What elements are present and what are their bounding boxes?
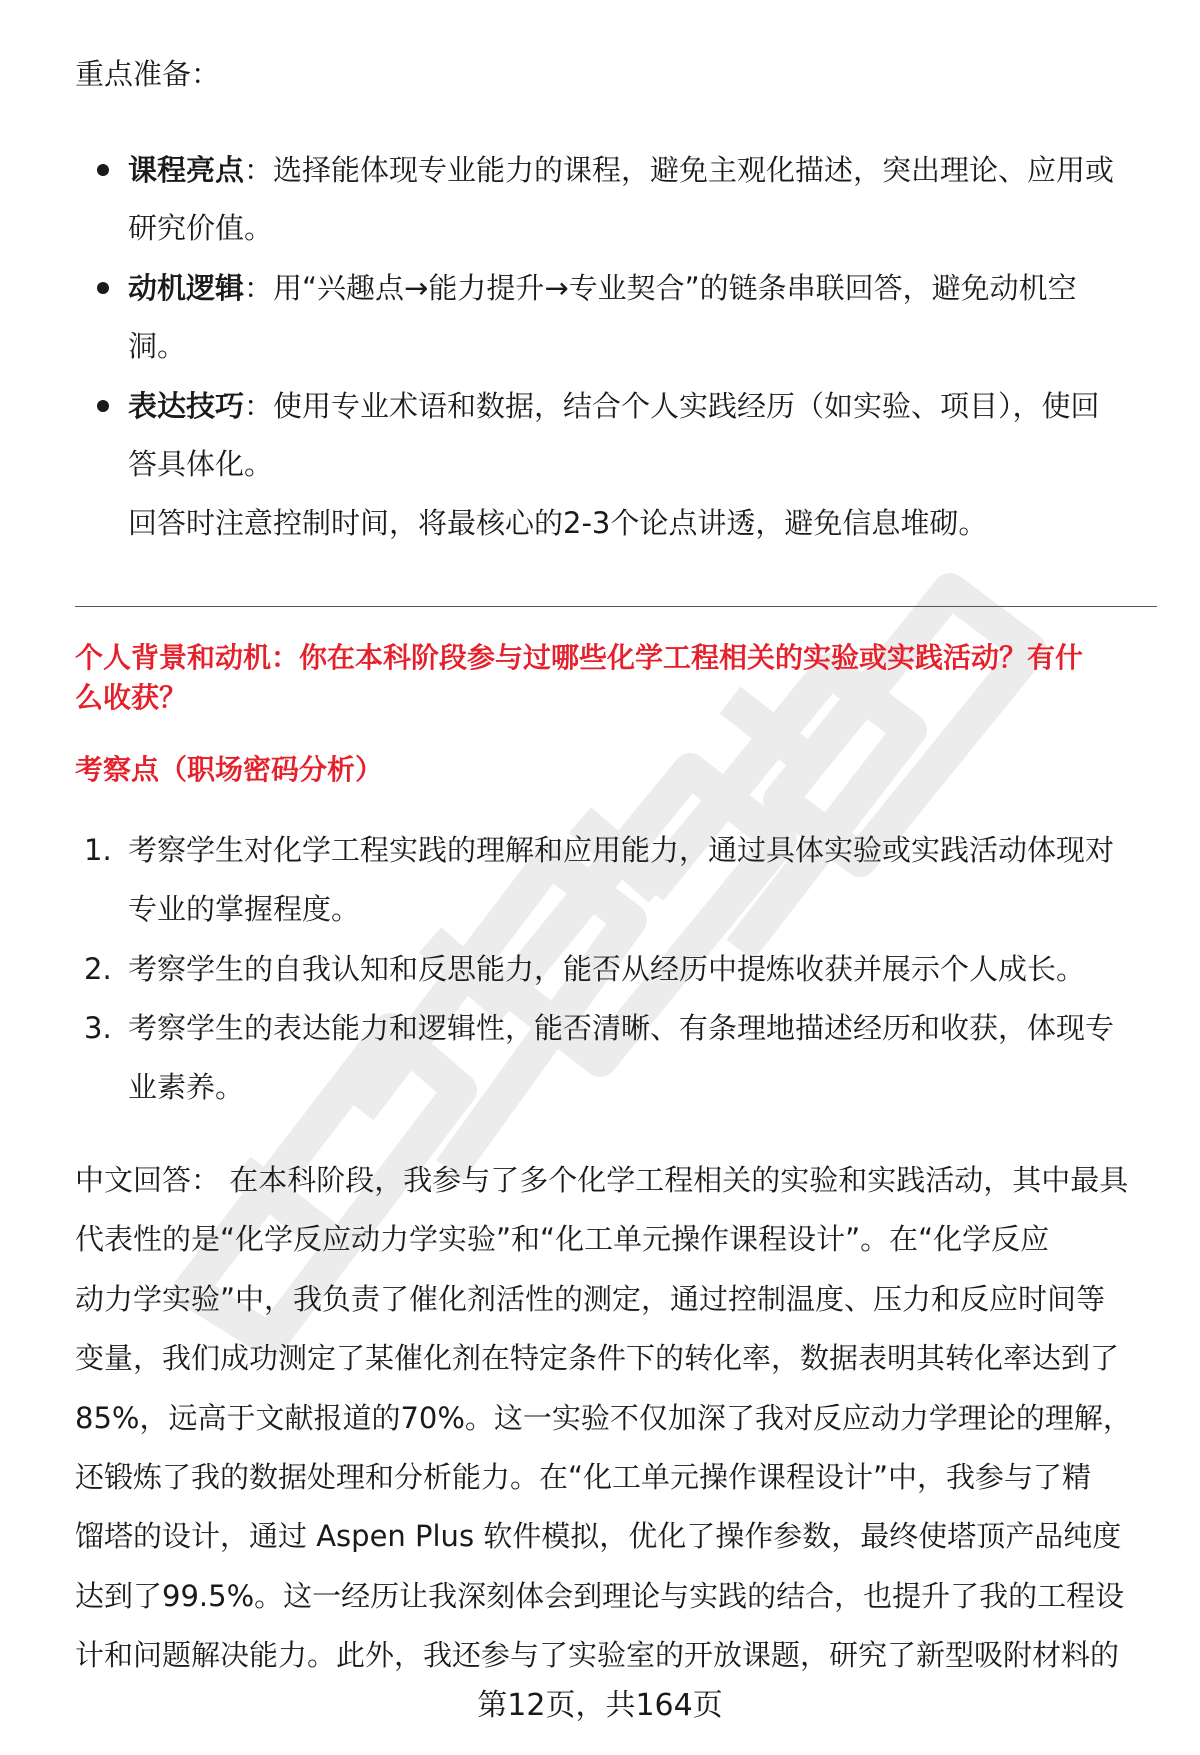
prep-heading: 重点准备： <box>75 57 221 91</box>
analysis-item-3-line2: 业素养。 <box>128 1070 245 1104</box>
analysis-item-1-line2: 专业的掌握程度。 <box>128 892 361 926</box>
analysis-item-3-line1: 考察学生的表达能力和逻辑性，能否清晰、有条理地描述经历和收获，体现专 <box>128 1011 1115 1045</box>
prep-item-2-line2: 洞。 <box>128 329 187 363</box>
question-line2: 么收获？ <box>75 681 188 714</box>
answer-line: 馏塔的设计，通过 Aspen Plus 软件模拟，优化了操作参数，最终使塔顶产品纯度 <box>75 1519 1122 1553</box>
list-number: 1. <box>84 833 112 867</box>
answer-line: 计和问题解决能力。此外，我还参与了实验室的开放课题，研究了新型吸附材料的 <box>75 1638 1120 1672</box>
question-line1: 个人背景和动机：你在本科阶段参与过哪些化学工程相关的实验或实践活动？有什 <box>75 641 1084 674</box>
answer-line: 中文回答： 在本科阶段，我参与了多个化学工程相关的实验和实践活动，其中最具 <box>75 1163 1129 1197</box>
prep-item-3-line1 <box>128 386 1100 426</box>
analysis-item-2-line1: 考察学生的自我认知和反思能力，能否从经历中提炼收获并展示个人成长。 <box>128 952 1086 986</box>
prep-item-3-text: ：使用专业术语和数据，结合个人实践经历（如实验、项目），使回 <box>244 389 1100 423</box>
prep-item-3-line2: 答具体化。 <box>128 447 274 481</box>
prep-item-2-term: 动机逻辑 <box>128 271 245 305</box>
page-footer: 第12页，共164页 <box>477 1688 723 1723</box>
analysis-heading: 考察点（职场密码分析） <box>75 753 384 786</box>
prep-item-2-text: ：用“兴趣点→能力提升→专业契合”的链条串联回答，避免动机空 <box>244 271 1077 305</box>
list-number: 3. <box>84 1011 112 1045</box>
answer-line: 变量，我们成功测定了某催化剂在特定条件下的转化率，数据表明其转化率达到了 <box>75 1341 1120 1375</box>
answer-line: 代表性的是“化学反应动力学实验”和“化工单元操作课程设计”。在“化学反应 <box>75 1222 1050 1256</box>
answer-line: 85%，远高于文献报道的70%。这一实验不仅加深了我对反应动力学理论的理解， <box>75 1401 1132 1435</box>
bullet-dot <box>97 164 109 176</box>
analysis-item-1-line1: 考察学生对化学工程实践的理解和应用能力，通过具体实验或实践活动体现对 <box>128 833 1115 867</box>
prep-item-1-text: ：选择能体现专业能力的课程，避免主观化描述，突出理论、应用或 <box>244 153 1115 187</box>
answer-line: 动力学实验”中，我负责了催化剂活性的测定，通过控制温度、压力和反应时间等 <box>75 1282 1106 1316</box>
prep-item-1-term: 课程亮点 <box>128 153 245 187</box>
answer-line: 达到了99.5%。这一经历让我深刻体会到理论与实践的结合，也提升了我的工程设 <box>75 1579 1125 1613</box>
bullet-dot <box>97 282 109 294</box>
answer-line: 还锻炼了我的数据处理和分析能力。在“化工单元操作课程设计”中，我参与了精 <box>75 1460 1092 1494</box>
prep-note: 回答时注意控制时间，将最核心的2-3个论点讲透，避免信息堆砌。 <box>128 506 988 540</box>
list-number: 2. <box>84 952 112 986</box>
section-divider <box>75 606 1157 607</box>
prep-item-1-line2: 研究价值。 <box>128 211 274 245</box>
prep-item-2-line1 <box>128 268 1077 308</box>
prep-item-3-term: 表达技巧 <box>128 389 245 423</box>
prep-item-1-line1 <box>128 150 1114 190</box>
bullet-dot <box>97 400 109 412</box>
